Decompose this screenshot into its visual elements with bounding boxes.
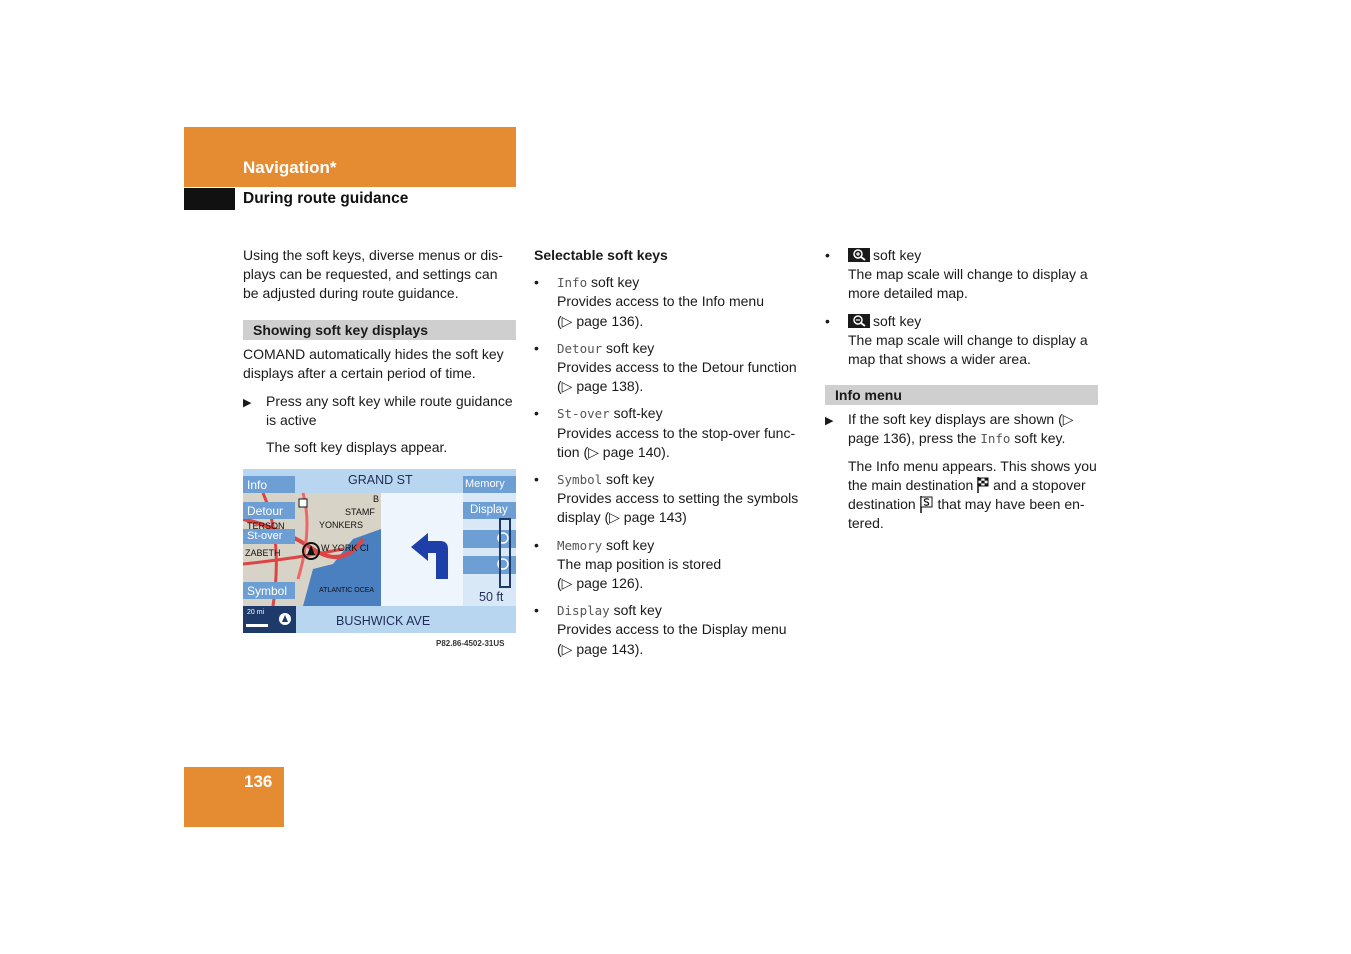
stopover-flag-icon [920, 496, 934, 513]
item-description: The map position is stored [557, 555, 722, 572]
section-bar-soft-key-displays [243, 320, 516, 340]
bullet-dot: • [534, 602, 539, 619]
soft-key-name: Info [980, 431, 1011, 447]
item-description: Provides access to the Info menu [557, 293, 764, 310]
soft-key-name: Info [557, 275, 588, 291]
item-description: Provides access to the Detour function [557, 359, 797, 376]
list-item-zoom-out [825, 312, 1098, 370]
figure-caption: P82.86-4502-31US [436, 639, 505, 648]
step-text: Press any soft key while route guidance is active [266, 393, 513, 429]
zoom-out-icon [848, 314, 870, 328]
figure-key-display: Display [470, 504, 508, 516]
figure-key-detour: Detour [247, 504, 284, 518]
result-part: The Info menu appears. This shows you the main destination [848, 457, 1097, 493]
map-label: B [373, 494, 380, 504]
figure-key-symbol: Symbol [247, 584, 288, 598]
result-text: The soft key displays appear. [266, 439, 448, 456]
paragraph: COMAND automatically hides the soft key displays after a certain period of time. [243, 345, 504, 381]
column-3 [825, 246, 1098, 533]
result-part: that may have been en-tered. [848, 496, 1085, 532]
soft-key-suffix: soft key [873, 312, 922, 329]
item-description: The map scale will change to display a more detailed map. [848, 266, 1088, 302]
section-title: Showing soft key displays [253, 321, 429, 338]
section-bar-info-menu [825, 385, 1098, 405]
soft-key-name: Symbol [557, 472, 603, 488]
result-text [825, 457, 1098, 534]
item-reference: (▷ page 126). [557, 575, 644, 592]
bullet-dot: • [534, 339, 539, 356]
step-item [243, 392, 516, 430]
list-item [534, 601, 806, 659]
map-label: TERSON [247, 521, 285, 531]
soft-key-suffix: soft-key [609, 405, 663, 422]
figure-key-info: Info [247, 478, 268, 492]
figure-key-memory: Memory [465, 478, 505, 490]
section-title: Info menu [835, 387, 902, 404]
soft-key-name: St-over [557, 406, 610, 422]
item-reference: (▷ page 143). [557, 640, 644, 657]
item-description: The map scale will change to display a map that shows a wider area. [848, 331, 1088, 368]
figure-street-bottom: BUSHWICK AVE [336, 614, 431, 628]
section-subtitle: During route guidance [243, 190, 409, 207]
item-reference: (▷ page 136). [557, 312, 644, 329]
soft-key-name: Detour [557, 340, 603, 356]
soft-key-suffix: soft key [602, 471, 655, 488]
step-text: If the soft key displays are shown (▷ page 136), press the [848, 411, 1074, 447]
zoom-in-icon [848, 248, 870, 262]
soft-key-name: Display [557, 603, 610, 619]
item-description: Provides access to the stop-over func-tion (▷ page 140). [557, 424, 796, 460]
soft-key-suffix: soft key [873, 247, 922, 263]
chapter-title: Navigation* [243, 158, 337, 177]
intro-paragraph: Using the soft keys, diverse menus or dis-plays can be requested, and settings can be adjusted during route guidance. [243, 247, 503, 302]
figure-scale: 20 mi [247, 609, 265, 616]
triangle-right-icon: ▶ [243, 397, 252, 410]
checkered-flag-icon [977, 477, 989, 493]
soft-key-suffix: soft key [587, 274, 640, 291]
figure-key-stover: St-over [247, 530, 283, 542]
result-part: and a stopover destination [848, 476, 1086, 513]
list-item-zoom-in [825, 246, 1098, 304]
item-reference: (▷ page 138). [557, 378, 644, 395]
soft-key-suffix: soft key [602, 536, 655, 553]
list-item [534, 536, 806, 594]
bullet-dot: • [534, 536, 539, 553]
soft-key-suffix: soft key [602, 339, 655, 356]
map-label: STAMF [345, 507, 375, 517]
column-2 [534, 246, 806, 659]
map-label: YONKERS [319, 520, 364, 530]
list-item [534, 470, 806, 528]
bullet-dot: • [534, 405, 539, 422]
bullet-dot: • [825, 312, 830, 329]
navigation-screen-figure [243, 469, 516, 633]
step-item [825, 410, 1098, 448]
step-text-end: soft key. [1010, 430, 1066, 447]
map-label: ATLANTIC OCEA [319, 587, 375, 594]
map-label: ZABETH [245, 548, 281, 558]
triangle-right-icon: ▶ [825, 415, 834, 428]
bullet-dot: • [534, 274, 539, 291]
list-item [534, 273, 806, 331]
item-description: Provides access to setting the symbols display (▷ page 143) [557, 490, 799, 526]
figure-street-top: GRAND ST [348, 473, 413, 487]
column-1 [243, 246, 516, 458]
header-band [184, 127, 516, 187]
nav-screen-illustration [243, 469, 516, 633]
list-item [534, 339, 806, 397]
selectable-soft-keys-heading: Selectable soft keys [534, 247, 668, 263]
list-item [534, 404, 806, 462]
soft-key-name: Memory [557, 537, 603, 553]
bullet-dot: • [825, 247, 830, 263]
figure-distance: 50 ft [479, 590, 504, 604]
item-description: Provides access to the Display menu [557, 621, 787, 638]
map-label: W YORK CI [321, 543, 369, 553]
page-number: 136 [244, 772, 273, 791]
soft-key-suffix: soft key [609, 602, 662, 619]
bullet-dot: • [534, 471, 539, 488]
header-marker [184, 188, 235, 210]
